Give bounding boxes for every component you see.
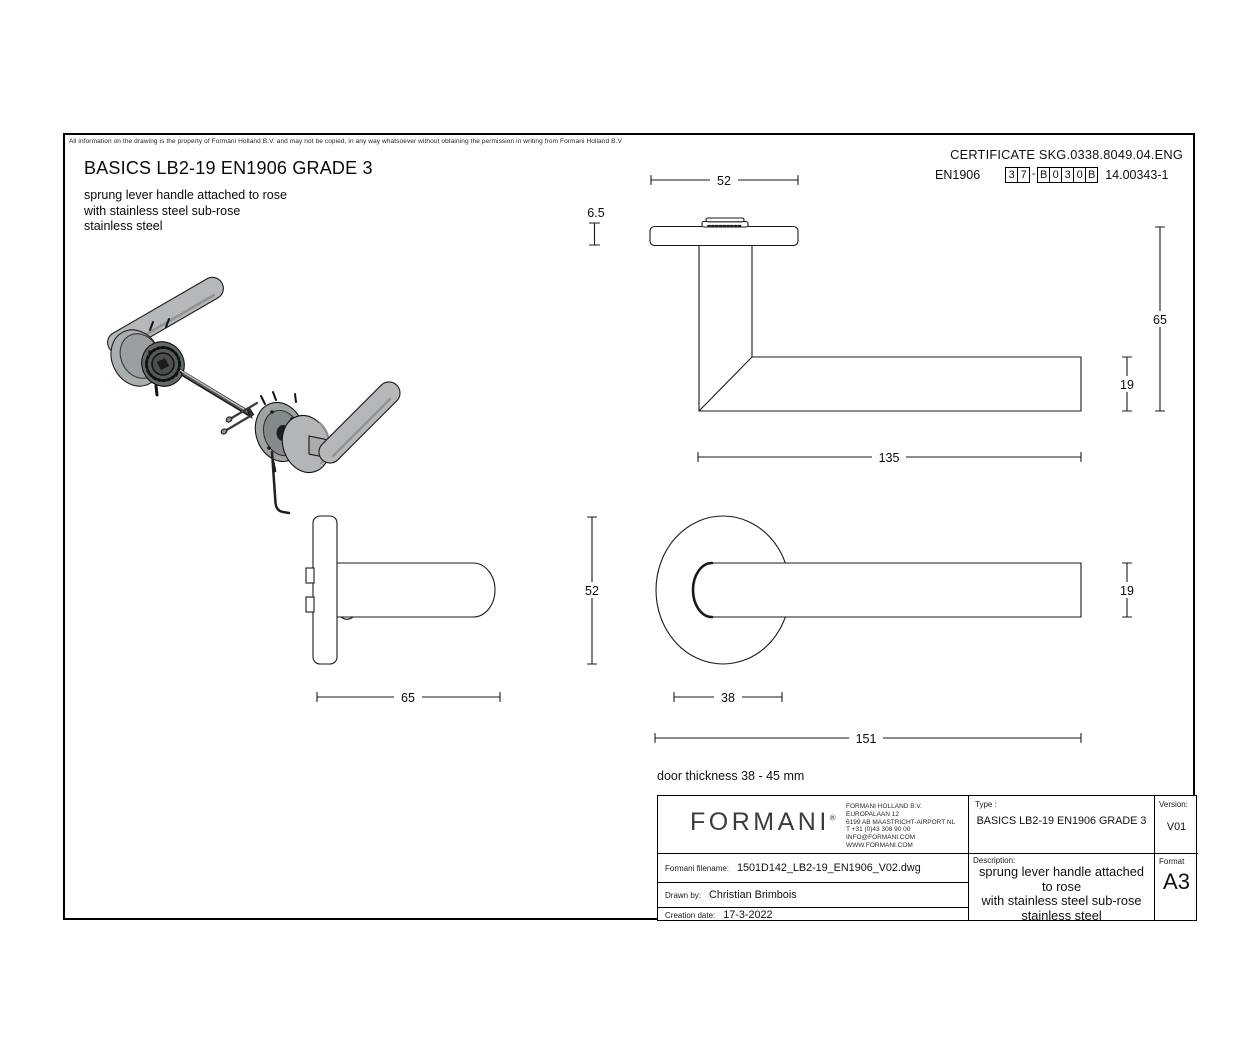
dim-profile-depth [317, 689, 500, 705]
class-cell: B [1085, 167, 1098, 183]
format-cell [1155, 854, 1198, 921]
profile-side-view [306, 516, 495, 664]
filename-row [658, 854, 968, 883]
page-title: BASICS LB2-19 EN1906 GRADE 3 [84, 158, 373, 178]
version-label: Version: [1159, 800, 1188, 809]
svg-text:52: 52 [717, 174, 731, 188]
drawn-by-value: Christian Brimbois [709, 889, 797, 901]
description-line: sprung lever handle attached [978, 864, 1145, 879]
description-line: to rose [1041, 878, 1082, 894]
svg-text:135: 135 [878, 451, 900, 465]
svg-text:151: 151 [855, 732, 877, 746]
description-line: with stainless steel sub-rose [981, 893, 1142, 908]
dim-front-rose-diameter [581, 517, 603, 664]
approval-number: 14.00343-1 [1105, 168, 1169, 182]
svg-text:19: 19 [1120, 378, 1134, 392]
type-label: Type : [975, 800, 997, 809]
dim-lever-length [698, 449, 1081, 465]
description-cell [969, 854, 1154, 921]
svg-text:65: 65 [401, 691, 415, 705]
address-line: WWW.FORMANI.COM [846, 841, 913, 849]
subtitle-line: sprung lever handle attached to rose [84, 188, 287, 202]
description-text [973, 865, 1150, 921]
format-value: A3 [1163, 869, 1190, 894]
formani-logo [690, 808, 836, 837]
copyright-disclaimer: All information on the drawing is the property of Formani Holland B.V. and may not be copied, in any way whatsoever without obtaining the permission in writing from Formani Holland B.V [69, 138, 622, 145]
filename-value: 1501D142_LB2-19_EN1906_V02.dwg [737, 862, 921, 874]
description-label: Description: [973, 856, 1016, 865]
svg-text:19: 19 [1120, 584, 1134, 598]
dim-lever-thickness-side [1116, 357, 1138, 411]
filename-label: Formani filename: [665, 863, 730, 873]
drawn-by-label: Drawn by: [665, 890, 702, 900]
dim-rose-thickness [587, 206, 604, 245]
logo-cell [658, 796, 968, 854]
creation-date-row [658, 908, 968, 922]
dim-total-length [655, 730, 1081, 746]
title-block-right-column [1154, 796, 1198, 920]
subtitle-line: stainless steel [84, 219, 163, 233]
front-view [656, 516, 1081, 664]
class-cell: 3 [1005, 167, 1018, 183]
class-cell-separator: - [1031, 168, 1036, 180]
subtitle-line: with stainless steel sub-rose [84, 203, 241, 218]
standard-label: EN1906 [935, 168, 981, 182]
address-line: EUROPALAAN 12 [846, 810, 899, 818]
svg-text:65: 65 [1153, 313, 1167, 327]
certificate-number-line: CERTIFICATE SKG.0338.8049.04.ENG [950, 147, 1183, 162]
class-cell: 0 [1073, 167, 1086, 183]
logo-text: FORMANI [690, 808, 830, 836]
version-cell [1155, 796, 1198, 854]
type-cell [969, 796, 1154, 854]
creation-date-value: 17-3-2022 [723, 909, 773, 921]
svg-text:52: 52 [585, 584, 599, 598]
version-value: V01 [1166, 821, 1187, 833]
creation-date-label: Creation date: [665, 910, 716, 920]
class-cell: 3 [1061, 167, 1074, 183]
class-cell: 7 [1017, 167, 1030, 183]
address-line: 6199 AB MAASTRICHT-AIRPORT NL [846, 818, 956, 826]
class-cell: B [1037, 167, 1050, 183]
side-elevation-view [650, 218, 1081, 411]
address-line: INFO@FORMANI.COM [846, 834, 916, 842]
door-thickness-note: door thickness 38 - 45 mm [657, 769, 805, 783]
dim-side-height [1149, 227, 1171, 411]
drawn-by-row [658, 883, 968, 908]
dim-front-lever-thickness [1116, 563, 1138, 617]
dim-side-width [651, 172, 798, 188]
class-cell: 0 [1049, 167, 1062, 183]
address-line: T +31 (0)43 308 90 00 [846, 826, 911, 834]
title-block-left-column [658, 796, 968, 920]
svg-text:6.5: 6.5 [587, 206, 605, 220]
description-line: stainless steel [1021, 907, 1102, 921]
title-block [657, 795, 1197, 921]
svg-text:38: 38 [721, 691, 735, 705]
company-address [846, 803, 955, 850]
registered-mark: ® [829, 813, 836, 823]
address-line: FORMANI HOLLAND B.V. [846, 803, 922, 810]
format-label: Format [1159, 857, 1185, 866]
title-block-middle-column [968, 796, 1154, 920]
exploded-isometric-view [102, 277, 400, 513]
type-value: BASICS LB2-19 EN1906 GRADE 3 [976, 815, 1147, 827]
dim-subrose-width [674, 689, 782, 705]
